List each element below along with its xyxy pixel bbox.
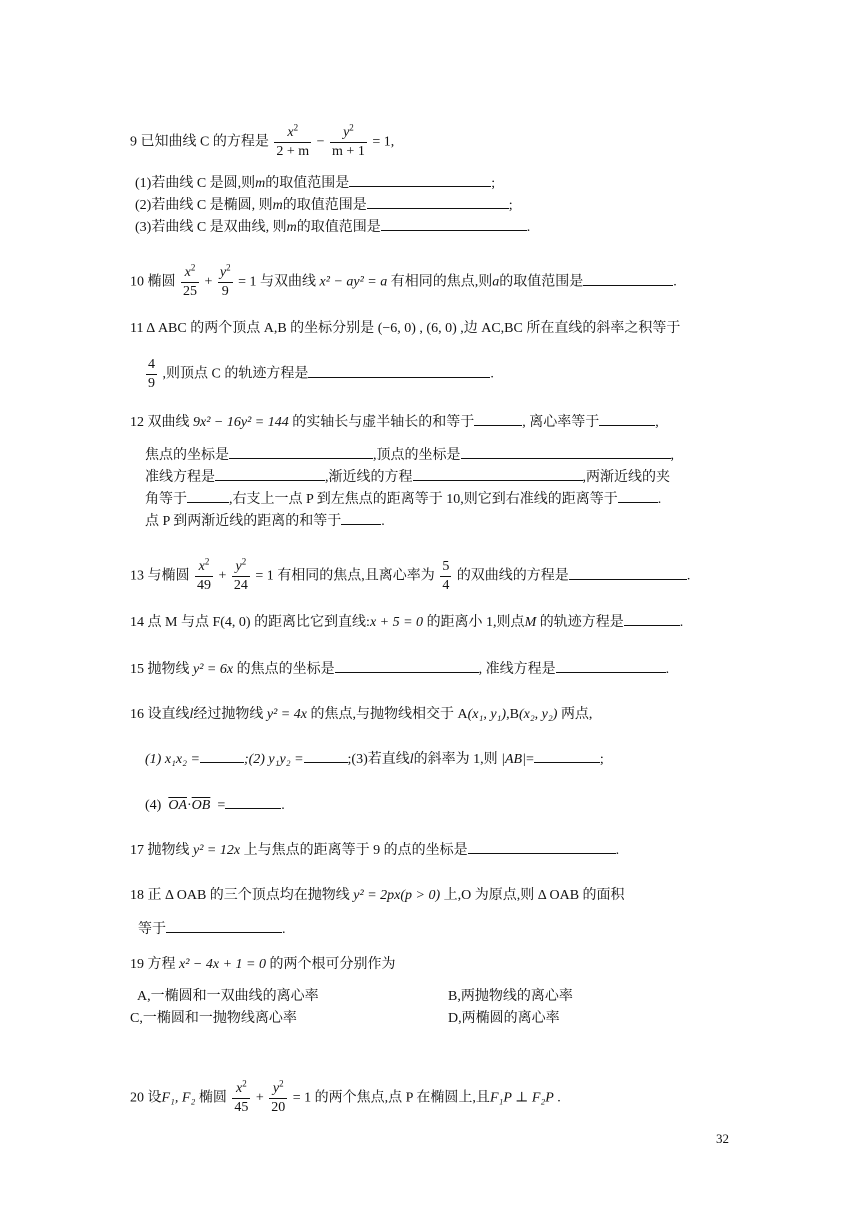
p18-eq: y² = 2px(p > 0) <box>353 888 441 903</box>
p9-frac2-num: y <box>343 125 350 140</box>
p11-t3: ,则顶点 C 的轨迹方程是 <box>162 366 309 382</box>
p9-sub3-post: 的取值范围是 <box>296 220 381 235</box>
p15-t1: 抛物线 <box>147 662 190 677</box>
p16-number: 16 <box>130 707 144 722</box>
p14-t3: 的距离小 1,则点 <box>426 615 525 630</box>
p13-eq1: = 1 <box>255 568 274 584</box>
p9-text: 已知曲线 C 的方程是 <box>140 134 269 150</box>
p14-t1: 点 M 与点 F <box>147 615 221 630</box>
p12-l4end: . <box>657 492 662 507</box>
p19-option-a[interactable]: A,一椭圆和一双曲线的离心率 <box>137 989 319 1004</box>
p12-line3 <box>145 468 670 487</box>
p14-t4: 的轨迹方程是 <box>539 615 624 630</box>
p10-plus: + <box>204 274 213 290</box>
p16-line2 <box>145 750 604 769</box>
p12-number: 12 <box>130 415 144 430</box>
answer-blank[interactable] <box>461 446 671 459</box>
p16-s3: ;(3)若直线 <box>347 752 410 767</box>
answer-blank[interactable] <box>200 750 244 763</box>
p10-frac1-den: 25 <box>183 284 197 299</box>
p12-t1: 双曲线 <box>147 415 190 430</box>
p10-frac1-num: x <box>184 265 191 280</box>
answer-blank[interactable] <box>215 468 325 481</box>
p12-l3b: ,渐近线的方程 <box>325 470 413 485</box>
p9-rhs: = 1, <box>372 134 395 150</box>
p12-l5end: . <box>381 514 385 529</box>
p20-number: 20 <box>130 1090 144 1106</box>
p17-line <box>130 841 619 860</box>
p16-b: (x₂, y₂) <box>518 707 558 722</box>
p13-frac1-den: 49 <box>197 578 211 593</box>
p10-end: . <box>673 274 677 290</box>
p9-frac1: $\frac{x^2}{2 + m}$ <box>276 122 310 159</box>
p20-t3: 的两个焦点,点 P 在椭圆上,且 <box>314 1090 490 1106</box>
p19-option-d[interactable]: D,两椭圆的离心率 <box>448 1011 560 1026</box>
p9-sub2 <box>135 196 513 215</box>
p9-sub2-end: ; <box>508 198 513 213</box>
p9-sub1-end: ; <box>491 176 496 191</box>
p9-minus: − <box>316 134 325 150</box>
p12-l5a: 点 P 到两渐近线的距离的和等于 <box>145 514 342 529</box>
p9-sub1-pre: (1)若曲线 C 是圆,则 <box>135 176 256 191</box>
p10-t2: 与双曲线 <box>260 274 317 290</box>
p13-end: . <box>686 568 691 584</box>
p16-ab: |AB| <box>501 752 526 767</box>
p12-line4 <box>145 490 661 509</box>
p12-l4b: ,右支上一点 P 到左焦点的距离等于 10,则它到右准线的距离等于 <box>229 492 618 507</box>
p13-number: 13 <box>130 568 144 584</box>
p15-end: . <box>665 662 670 677</box>
p20-perp: F₁P ⊥ F₂P <box>489 1090 554 1106</box>
p11-number: 11 <box>130 321 144 336</box>
p10-frac2-num: y <box>219 265 227 280</box>
p9-sub3-pre: (3)若曲线 C 是双曲线, 则 <box>135 220 287 235</box>
p20-foci: F₁, F₂ <box>161 1090 196 1106</box>
p12-eq: 9x² − 16y² = 144 <box>193 415 289 430</box>
p16-l2: l <box>409 752 414 767</box>
p12-l3a: 准线方程是 <box>145 470 215 485</box>
p20-frac2-den: 20 <box>271 1100 286 1115</box>
answer-blank[interactable] <box>569 567 687 580</box>
p16-s4: (4) <box>145 798 162 813</box>
answer-blank[interactable] <box>367 196 509 209</box>
p18-line2 <box>138 920 286 939</box>
p11-line1 <box>130 320 680 338</box>
p20-frac1-den: 45 <box>234 1100 249 1115</box>
answer-blank[interactable] <box>468 841 616 854</box>
answer-blank[interactable] <box>229 446 373 459</box>
p11-frac-num: 4 <box>146 356 157 375</box>
p16-t5: 两点, <box>560 707 593 722</box>
p9-sub3 <box>135 218 530 237</box>
p10-t3: 有相同的焦点,则 <box>390 274 493 290</box>
answer-blank[interactable] <box>381 218 527 231</box>
p13-line <box>130 558 690 595</box>
p20-frac1: $\frac{x^2}{45}$ <box>234 1078 249 1115</box>
p13-frac3-num: 5 <box>440 558 451 577</box>
p13-t3: 的双曲线的方程是 <box>456 568 569 584</box>
p10-frac2: $\frac{y^2}{9}$ <box>219 262 231 299</box>
p13-frac2-den: 24 <box>233 578 248 593</box>
p12-l2end: , <box>670 448 674 463</box>
p20-t2: 椭圆 <box>198 1090 227 1106</box>
p18-t2: 上,O 为原点,则 Δ OAB 的面积 <box>443 888 625 903</box>
p14-number: 14 <box>130 615 144 630</box>
p20-end: . <box>557 1090 561 1106</box>
p9-number: 9 <box>130 134 137 150</box>
p18-number: 18 <box>130 888 144 903</box>
p9-sub1 <box>135 174 495 193</box>
p16-s4b: = <box>217 798 226 813</box>
p19-line <box>130 956 395 974</box>
p10-number: 10 <box>130 274 144 290</box>
p12-line1 <box>130 413 659 432</box>
p14-coord: (4, 0) <box>220 615 251 630</box>
p12-l2b: ,顶点的坐标是 <box>373 448 461 463</box>
p11-t2: ,边 AC,BC 所在直线的斜率之积等于 <box>460 321 681 336</box>
p19-eq: x² − 4x + 1 = 0 <box>179 957 266 972</box>
p20-t1: 设 <box>147 1090 162 1106</box>
p9-sub2-post: 的取值范围是 <box>282 198 367 213</box>
p17-eq: y² = 12x <box>193 843 241 858</box>
p10-eq1: = 1 <box>238 274 257 290</box>
p16-line3 <box>145 796 285 815</box>
answer-blank[interactable] <box>341 512 381 525</box>
p11-t1: Δ ABC 的两个顶点 A,B 的坐标分别是 <box>146 321 375 336</box>
answer-blank[interactable] <box>335 660 479 673</box>
p13-t2: 有相同的焦点,且离心率为 <box>277 568 435 584</box>
p10-t1: 椭圆 <box>147 274 176 290</box>
p20-frac1-num: x <box>235 1081 243 1096</box>
p16-t3: 的焦点,与抛物线相交于 A <box>310 707 468 722</box>
p16-l: l <box>189 707 194 722</box>
p9-frac1-num: x <box>287 125 294 140</box>
page-number: 32 <box>716 1131 729 1146</box>
p20-plus: + <box>255 1090 264 1106</box>
p9-sub3-var: m <box>286 220 297 235</box>
p9-frac1-den: 2 + m <box>276 144 310 159</box>
p9-frac2-den: m + 1 <box>332 144 365 159</box>
p9-sub3-end: . <box>526 220 531 235</box>
p18-line1 <box>130 887 625 905</box>
p16-s3end: ; <box>599 752 604 767</box>
p16-dot: · <box>187 798 192 813</box>
p14-var: M <box>524 615 537 630</box>
p13-plus: + <box>218 568 227 584</box>
p20-frac2: $\frac{y^2}{20}$ <box>271 1078 286 1115</box>
p10-t4: 的取值范围是 <box>499 274 584 290</box>
p12-t3: , 离心率等于 <box>522 415 600 430</box>
answer-blank[interactable] <box>349 174 491 187</box>
p15-t3: , 准线方程是 <box>478 662 556 677</box>
p19-number: 19 <box>130 957 144 972</box>
p11-frac-den: 9 <box>148 376 155 391</box>
answer-blank[interactable] <box>583 273 673 286</box>
p18-t1: 正 Δ OAB 的三个顶点均在抛物线 <box>147 888 350 903</box>
p13-frac1-num: x <box>198 559 205 574</box>
p17-end: . <box>615 843 620 858</box>
p13-frac3-den: 4 <box>442 578 450 593</box>
p16-a: (x₁, y₁) <box>467 707 507 722</box>
p16-s3b: 的斜率为 1,则 <box>413 752 498 767</box>
p16-eq: y² = 4x <box>266 707 307 722</box>
answer-blank[interactable] <box>624 613 680 626</box>
answer-blank[interactable] <box>474 413 522 426</box>
answer-blank[interactable] <box>304 750 348 763</box>
p14-line <box>130 613 683 632</box>
p9-sub1-post: 的取值范围是 <box>265 176 350 191</box>
p11-frac <box>146 356 157 393</box>
p16-s2: ;(2) y₁y₂ = <box>243 752 304 767</box>
p16-t2: 经过抛物线 <box>193 707 264 722</box>
p17-number: 17 <box>130 843 144 858</box>
p15-line <box>130 660 669 679</box>
p12-line2 <box>145 446 674 465</box>
answer-blank[interactable] <box>534 750 600 763</box>
p11-line2 <box>144 356 494 393</box>
p14-end: . <box>679 615 684 630</box>
p16-ob-vector: $\overline{OB}$ <box>191 798 211 813</box>
p18-end: . <box>282 922 286 937</box>
answer-blank[interactable] <box>308 365 490 378</box>
p15-number: 15 <box>130 662 144 677</box>
p13-frac3 <box>440 558 451 595</box>
p16-s4end: . <box>281 798 285 813</box>
p16-t4: ,B <box>506 707 519 722</box>
p20-frac2-num: y <box>272 1081 280 1096</box>
p14-line-eq: x + 5 = 0 <box>369 615 424 630</box>
p15-t2: 的焦点的坐标是 <box>236 662 335 677</box>
answer-blank[interactable] <box>166 920 282 933</box>
p15-eq: y² = 6x <box>193 662 234 677</box>
p19-t2: 的两个根可分别作为 <box>269 957 396 972</box>
p16-t1: 设直线 <box>147 707 190 722</box>
p12-l2a: 焦点的坐标是 <box>145 448 229 463</box>
p9-line <box>130 124 394 161</box>
p13-frac2: $\frac{y^2}{24}$ <box>233 556 248 593</box>
p10-hyperbola: x² − ay² = a <box>319 274 388 290</box>
p20-line <box>130 1080 561 1117</box>
answer-blank[interactable] <box>187 490 229 503</box>
p16-line1 <box>130 706 592 724</box>
p20-eq1: = 1 <box>292 1090 312 1106</box>
answer-blank[interactable] <box>599 413 655 426</box>
p16-oa-vector: $\overline{OA}$ <box>168 798 187 813</box>
p12-l3c: ,两渐近线的夹 <box>582 470 670 485</box>
p19-t1: 方程 <box>147 957 176 972</box>
p10-frac1: $\frac{x^2}{25}$ <box>183 262 197 299</box>
answer-blank[interactable] <box>225 796 281 809</box>
p13-frac2-num: y <box>235 559 242 574</box>
p12-l4a: 角等于 <box>145 492 187 507</box>
p9-sub1-var: m <box>255 176 266 191</box>
p19-option-c[interactable]: C,一椭圆和一抛物线离心率 <box>130 1011 297 1026</box>
p16-s3c: = <box>525 752 534 767</box>
p13-frac1: $\frac{x^2}{49}$ <box>197 556 211 593</box>
p12-t3end: , <box>655 415 659 430</box>
p14-t2: 的距离比它到直线: <box>254 615 370 630</box>
p9-frac2: $\frac{y^2}{m + 1}$ <box>332 122 365 159</box>
p9-sub2-pre: (2)若曲线 C 是椭圆, 则 <box>135 198 273 213</box>
p17-t2: 上与焦点的距离等于 9 的点的坐标是 <box>243 843 468 858</box>
p16-s1: (1) x₁x₂ = <box>145 752 200 767</box>
p11-coords: (−6, 0) , (6, 0) <box>377 321 457 336</box>
p12-t2: 的实轴长与虚半轴长的和等于 <box>292 415 475 430</box>
p11-end: . <box>490 366 494 382</box>
p19-option-b[interactable]: B,两抛物线的离心率 <box>448 989 573 1004</box>
p12-line5 <box>145 512 385 531</box>
p9-sub2-var: m <box>272 198 283 213</box>
p10-var: a <box>492 274 500 290</box>
answer-blank[interactable] <box>618 490 658 503</box>
p17-t1: 抛物线 <box>147 843 190 858</box>
p18-l2: 等于 <box>138 922 166 937</box>
answer-blank[interactable] <box>413 468 583 481</box>
p10-line <box>130 264 677 301</box>
p13-t1: 与椭圆 <box>147 568 190 584</box>
answer-blank[interactable] <box>556 660 666 673</box>
p10-frac2-den: 9 <box>221 284 229 299</box>
